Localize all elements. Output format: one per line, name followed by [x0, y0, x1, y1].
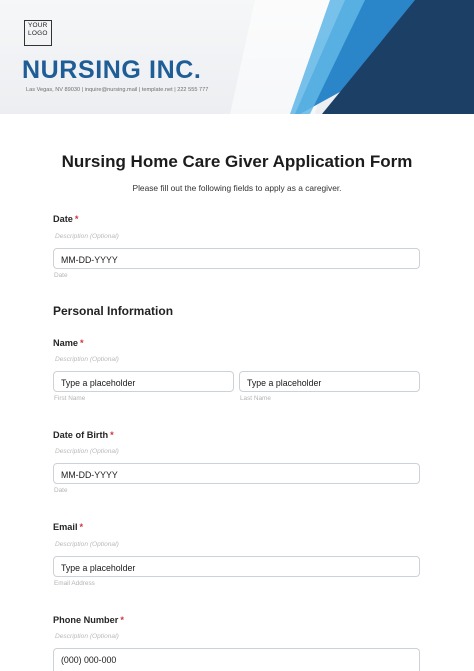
company-name: NURSING INC.: [22, 56, 202, 84]
company-contact-line: Las Vegas, NV 89030 | inquire@nursing.mail | template.net | 222 555 777: [26, 87, 209, 93]
date-field-label: [53, 214, 79, 224]
email-sublabel: Email Address: [54, 580, 95, 587]
name-field-description: Description (Optional): [55, 356, 119, 363]
email-field-description: Description (Optional): [55, 541, 119, 548]
first-name-input[interactable]: Type a placeholder: [53, 371, 234, 392]
dob-sublabel: Date: [54, 487, 68, 494]
phone-field-description: Description (Optional): [55, 633, 119, 640]
personal-information-heading: Personal Information: [53, 304, 174, 318]
date-label-text: Date: [53, 214, 73, 224]
required-marker: *: [120, 615, 124, 625]
first-name-sublabel: First Name: [54, 395, 86, 402]
name-field-label: [53, 338, 84, 348]
phone-input[interactable]: (000) 000-000: [53, 648, 420, 671]
name-label-text: Name: [53, 338, 79, 348]
dob-field-label: [53, 430, 114, 440]
form-title: Nursing Home Care Giver Application Form: [61, 152, 413, 171]
last-name-sublabel: Last Name: [240, 395, 271, 402]
company-logo: YOUR LOGO: [24, 20, 52, 46]
date-sublabel: Date: [54, 272, 68, 279]
date-input[interactable]: MM-DD-YYYY: [53, 248, 420, 269]
required-marker: *: [79, 522, 84, 532]
form-subtitle: Please fill out the following fields to apply as a caregiver.: [132, 183, 342, 193]
phone-label-text: Phone Number: [53, 615, 119, 625]
letterhead-header: [0, 0, 474, 114]
required-marker: *: [80, 338, 84, 348]
phone-field-label: [53, 615, 124, 625]
dob-label-text: Date of Birth: [53, 430, 109, 440]
dob-input[interactable]: MM-DD-YYYY: [53, 463, 420, 484]
date-field-description: Description (Optional): [55, 233, 119, 240]
required-marker: *: [110, 430, 114, 440]
last-name-input[interactable]: Type a placeholder: [239, 371, 420, 392]
email-field-label: [53, 522, 83, 532]
email-input[interactable]: Type a placeholder: [53, 556, 420, 577]
dob-field-description: Description (Optional): [55, 448, 119, 455]
email-label-text: Email: [53, 522, 78, 532]
required-marker: *: [74, 214, 79, 224]
